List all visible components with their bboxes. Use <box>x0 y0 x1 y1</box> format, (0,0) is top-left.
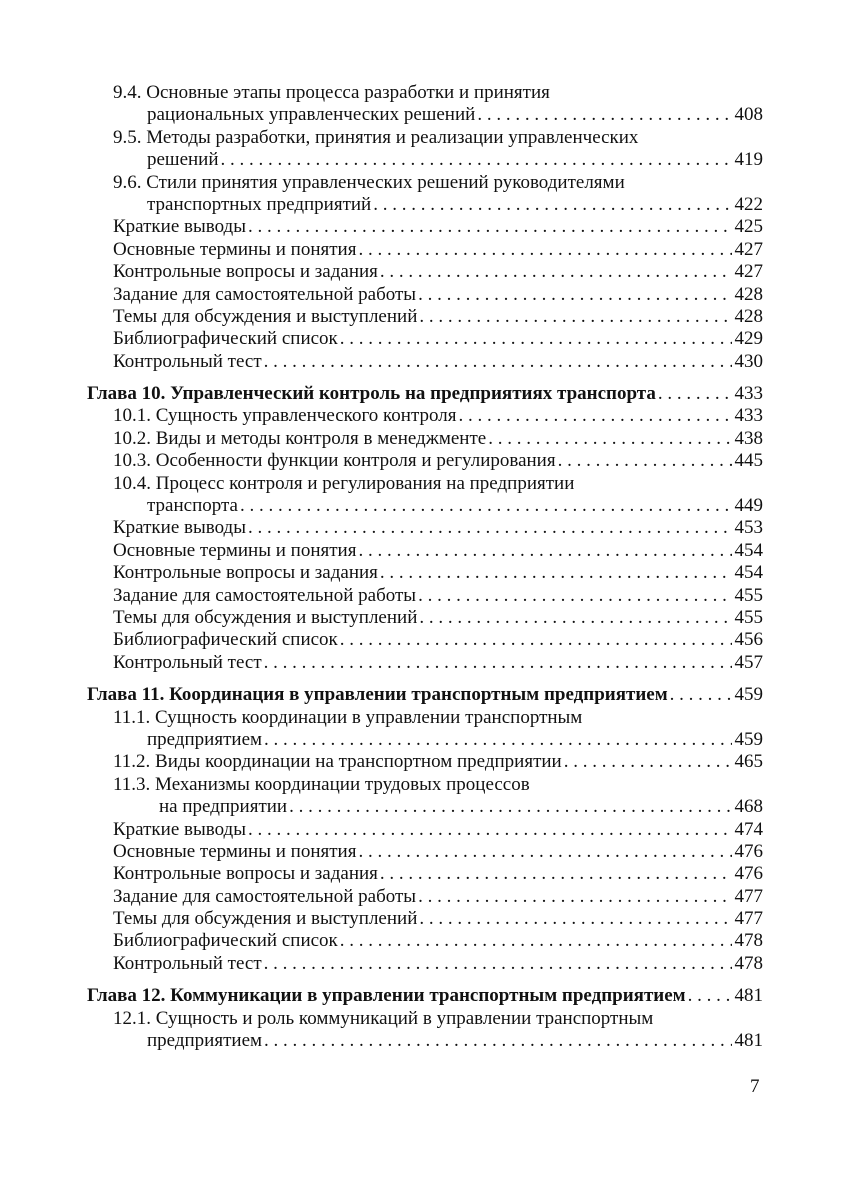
toc-entry-continuation[interactable] <box>87 149 763 171</box>
entry-title: Контрольные вопросы и задания <box>113 562 378 584</box>
dot-leader <box>380 261 732 283</box>
dot-leader <box>248 819 732 841</box>
dot-leader <box>264 652 732 674</box>
section-title-cont: предприятием <box>147 1030 263 1052</box>
dot-leader <box>419 908 731 930</box>
entry-title: Задание для самостоятельной работы <box>113 584 417 606</box>
page-ref: 425 <box>734 216 763 238</box>
page-ref: 477 <box>734 885 763 907</box>
dot-leader <box>248 216 732 238</box>
toc-extra-terms[interactable] <box>87 540 763 562</box>
chapter-heading[interactable] <box>87 684 763 706</box>
page-ref: 445 <box>734 450 763 472</box>
entry-title: Краткие выводы <box>113 517 246 539</box>
section-title: Стили принятия управленческих решений руководителями <box>146 171 625 193</box>
page-ref: 433 <box>734 405 763 427</box>
page-ref: 453 <box>734 517 763 539</box>
toc-extra-questions[interactable] <box>87 863 763 885</box>
page-ref: 476 <box>734 840 763 862</box>
page-ref: 481 <box>734 985 763 1007</box>
toc-entry[interactable] <box>87 172 763 194</box>
toc-extra-summary[interactable] <box>87 216 763 238</box>
page-ref: 456 <box>734 629 763 651</box>
page-ref: 427 <box>734 261 763 283</box>
page-ref: 429 <box>734 328 763 350</box>
toc-extra-test[interactable] <box>87 351 763 373</box>
page-ref: 428 <box>734 283 763 305</box>
dot-leader <box>289 796 731 818</box>
page-number: 7 <box>750 1076 760 1097</box>
section-title: 10.1. Сущность управленческого контроля <box>113 405 457 427</box>
dot-leader <box>380 562 732 584</box>
section-title: 11.3. Механизмы координации трудовых процессов <box>113 773 530 795</box>
dot-leader <box>358 239 731 261</box>
dot-leader <box>340 629 732 651</box>
toc-entry[interactable] <box>87 707 763 729</box>
dot-leader <box>418 886 731 908</box>
section-title: Методы разработки, принятия и реализации управленческих <box>146 126 639 148</box>
dot-leader <box>419 306 731 328</box>
dot-leader <box>670 684 732 706</box>
toc-entry[interactable] <box>87 1008 763 1030</box>
dot-leader <box>380 863 732 885</box>
chapter-title: Глава 12. Коммуникации в управлении транспортным предприятием <box>87 985 686 1007</box>
dot-leader <box>458 405 731 427</box>
toc-extra-assignment[interactable] <box>87 284 763 306</box>
section-number: 9.5. <box>113 126 142 148</box>
dot-leader <box>264 953 732 975</box>
section-title-cont: рациональных управленческих решений <box>147 104 476 126</box>
page-ref: 455 <box>734 606 763 628</box>
toc-extra-topics[interactable] <box>87 607 763 629</box>
toc-extra-summary[interactable] <box>87 517 763 539</box>
dot-leader <box>418 585 731 607</box>
dot-leader <box>358 841 731 863</box>
page-ref: 459 <box>734 728 763 750</box>
entry-title: Контрольный тест <box>113 651 262 673</box>
dot-leader <box>564 751 732 773</box>
dot-leader <box>340 328 732 350</box>
toc-entry[interactable] <box>87 450 763 472</box>
toc-entry[interactable] <box>87 751 763 773</box>
entry-title: Задание для самостоятельной работы <box>113 283 417 305</box>
page-ref: 476 <box>734 863 763 885</box>
page-ref: 454 <box>734 539 763 561</box>
page-ref: 408 <box>734 104 763 126</box>
entry-title: Библиографический список <box>113 930 338 952</box>
toc-entry[interactable] <box>87 473 763 495</box>
section-title-cont: на предприятии <box>159 796 288 818</box>
page-ref: 438 <box>734 427 763 449</box>
dot-leader <box>264 351 732 373</box>
toc-extra-terms[interactable] <box>87 239 763 261</box>
section-number: 9.4. <box>113 82 142 103</box>
toc-extra-questions[interactable] <box>87 261 763 283</box>
chapter-9-continued <box>87 82 763 373</box>
toc-entry-continuation[interactable] <box>87 729 763 751</box>
section-title: Основные этапы процесса разработки и принятия <box>146 82 550 103</box>
entry-title: Краткие выводы <box>113 216 246 238</box>
toc-extra-assignment[interactable] <box>87 585 763 607</box>
page-ref: 427 <box>734 238 763 260</box>
section-title: 11.1. Сущность координации в управлении транспортным <box>113 706 583 728</box>
page-ref: 457 <box>734 651 763 673</box>
toc-extra-assignment[interactable] <box>87 886 763 908</box>
chapter-12 <box>87 985 763 1052</box>
page-ref: 454 <box>734 562 763 584</box>
dot-leader <box>248 517 732 539</box>
toc-entry-continuation[interactable] <box>87 796 763 818</box>
dot-leader <box>358 540 731 562</box>
page-ref: 459 <box>734 684 763 706</box>
toc-extra-bibliography[interactable] <box>87 930 763 952</box>
section-title: 10.3. Особенности функции контроля и регулирования <box>113 450 556 472</box>
entry-title: Контрольные вопросы и задания <box>113 863 378 885</box>
section-title-cont: транспортных предприятий <box>147 193 372 215</box>
dot-leader <box>688 985 732 1007</box>
toc-entry[interactable] <box>87 428 763 450</box>
page-ref: 478 <box>734 930 763 952</box>
chapter-title: Глава 11. Координация в управлении транспортным предприятием <box>87 684 668 706</box>
page-ref: 433 <box>734 383 763 405</box>
page-ref: 468 <box>734 796 763 818</box>
section-title: 10.2. Виды и методы контроля в менеджменте <box>113 427 487 449</box>
entry-title: Библиографический список <box>113 629 338 651</box>
page-ref: 465 <box>734 751 763 773</box>
entry-title: Основные термины и понятия <box>113 238 357 260</box>
entry-title: Темы для обсуждения и выступлений <box>113 606 418 628</box>
toc-extra-topics[interactable] <box>87 908 763 930</box>
entry-title: Контрольный тест <box>113 952 262 974</box>
toc-extra-terms[interactable] <box>87 841 763 863</box>
toc-entry-continuation[interactable] <box>87 1030 763 1052</box>
toc-entry[interactable] <box>87 405 763 427</box>
toc-entry[interactable] <box>87 774 763 796</box>
entry-title: Краткие выводы <box>113 818 246 840</box>
dot-leader <box>488 428 731 450</box>
chapter-heading[interactable] <box>87 985 763 1007</box>
entry-title: Темы для обсуждения и выступлений <box>113 305 418 327</box>
section-title-cont: предприятием <box>147 728 263 750</box>
entry-title: Задание для самостоятельной работы <box>113 885 417 907</box>
section-title-cont: решений <box>147 149 219 171</box>
dot-leader <box>558 450 732 472</box>
entry-title: Основные термины и понятия <box>113 539 357 561</box>
page-ref: 477 <box>734 908 763 930</box>
chapter-11 <box>87 684 763 975</box>
chapter-title: Глава 10. Управленческий контроль на предприятиях транспорта <box>87 383 656 405</box>
toc-entry-continuation[interactable] <box>87 104 763 126</box>
entry-title: Основные термины и понятия <box>113 840 357 862</box>
dot-leader <box>419 607 731 629</box>
dot-leader <box>418 284 731 306</box>
entry-title: Библиографический список <box>113 328 338 350</box>
dot-leader <box>240 495 732 517</box>
dot-leader <box>340 930 732 952</box>
chapter-10 <box>87 383 763 674</box>
toc-extra-test[interactable] <box>87 953 763 975</box>
section-title: 10.4. Процесс контроля и регулирования на предприятии <box>113 472 575 494</box>
page-ref: 449 <box>734 495 763 517</box>
entry-title: Контрольный тест <box>113 350 262 372</box>
toc-extra-summary[interactable] <box>87 819 763 841</box>
section-title: 11.2. Виды координации на транспортном предприятии <box>113 751 562 773</box>
dot-leader <box>477 104 731 126</box>
entry-title: Темы для обсуждения и выступлений <box>113 908 418 930</box>
page-ref: 478 <box>734 952 763 974</box>
toc-extra-bibliography[interactable] <box>87 328 763 350</box>
section-title-cont: транспорта <box>147 495 238 517</box>
entry-title: Контрольные вопросы и задания <box>113 261 378 283</box>
table-of-contents <box>87 82 763 1062</box>
dot-leader <box>264 729 731 751</box>
dot-leader <box>264 1030 731 1052</box>
dot-leader <box>221 149 732 171</box>
page-ref: 455 <box>734 584 763 606</box>
section-title: 12.1. Сущность и роль коммуникаций в управлении транспортным <box>113 1007 654 1029</box>
page-ref: 428 <box>734 305 763 327</box>
chapter-heading[interactable] <box>87 383 763 405</box>
section-number: 9.6. <box>113 171 142 193</box>
page-ref: 422 <box>734 193 763 215</box>
dot-leader <box>373 194 731 216</box>
page-ref: 474 <box>734 818 763 840</box>
toc-extra-topics[interactable] <box>87 306 763 328</box>
toc-extra-bibliography[interactable] <box>87 629 763 651</box>
dot-leader <box>658 383 732 405</box>
toc-entry[interactable] <box>87 82 763 104</box>
toc-entry-continuation[interactable] <box>87 194 763 216</box>
toc-extra-test[interactable] <box>87 652 763 674</box>
page-ref: 419 <box>734 149 763 171</box>
toc-entry-continuation[interactable] <box>87 495 763 517</box>
page-ref: 430 <box>734 350 763 372</box>
page-ref: 481 <box>734 1030 763 1052</box>
toc-entry[interactable] <box>87 127 763 149</box>
toc-extra-questions[interactable] <box>87 562 763 584</box>
